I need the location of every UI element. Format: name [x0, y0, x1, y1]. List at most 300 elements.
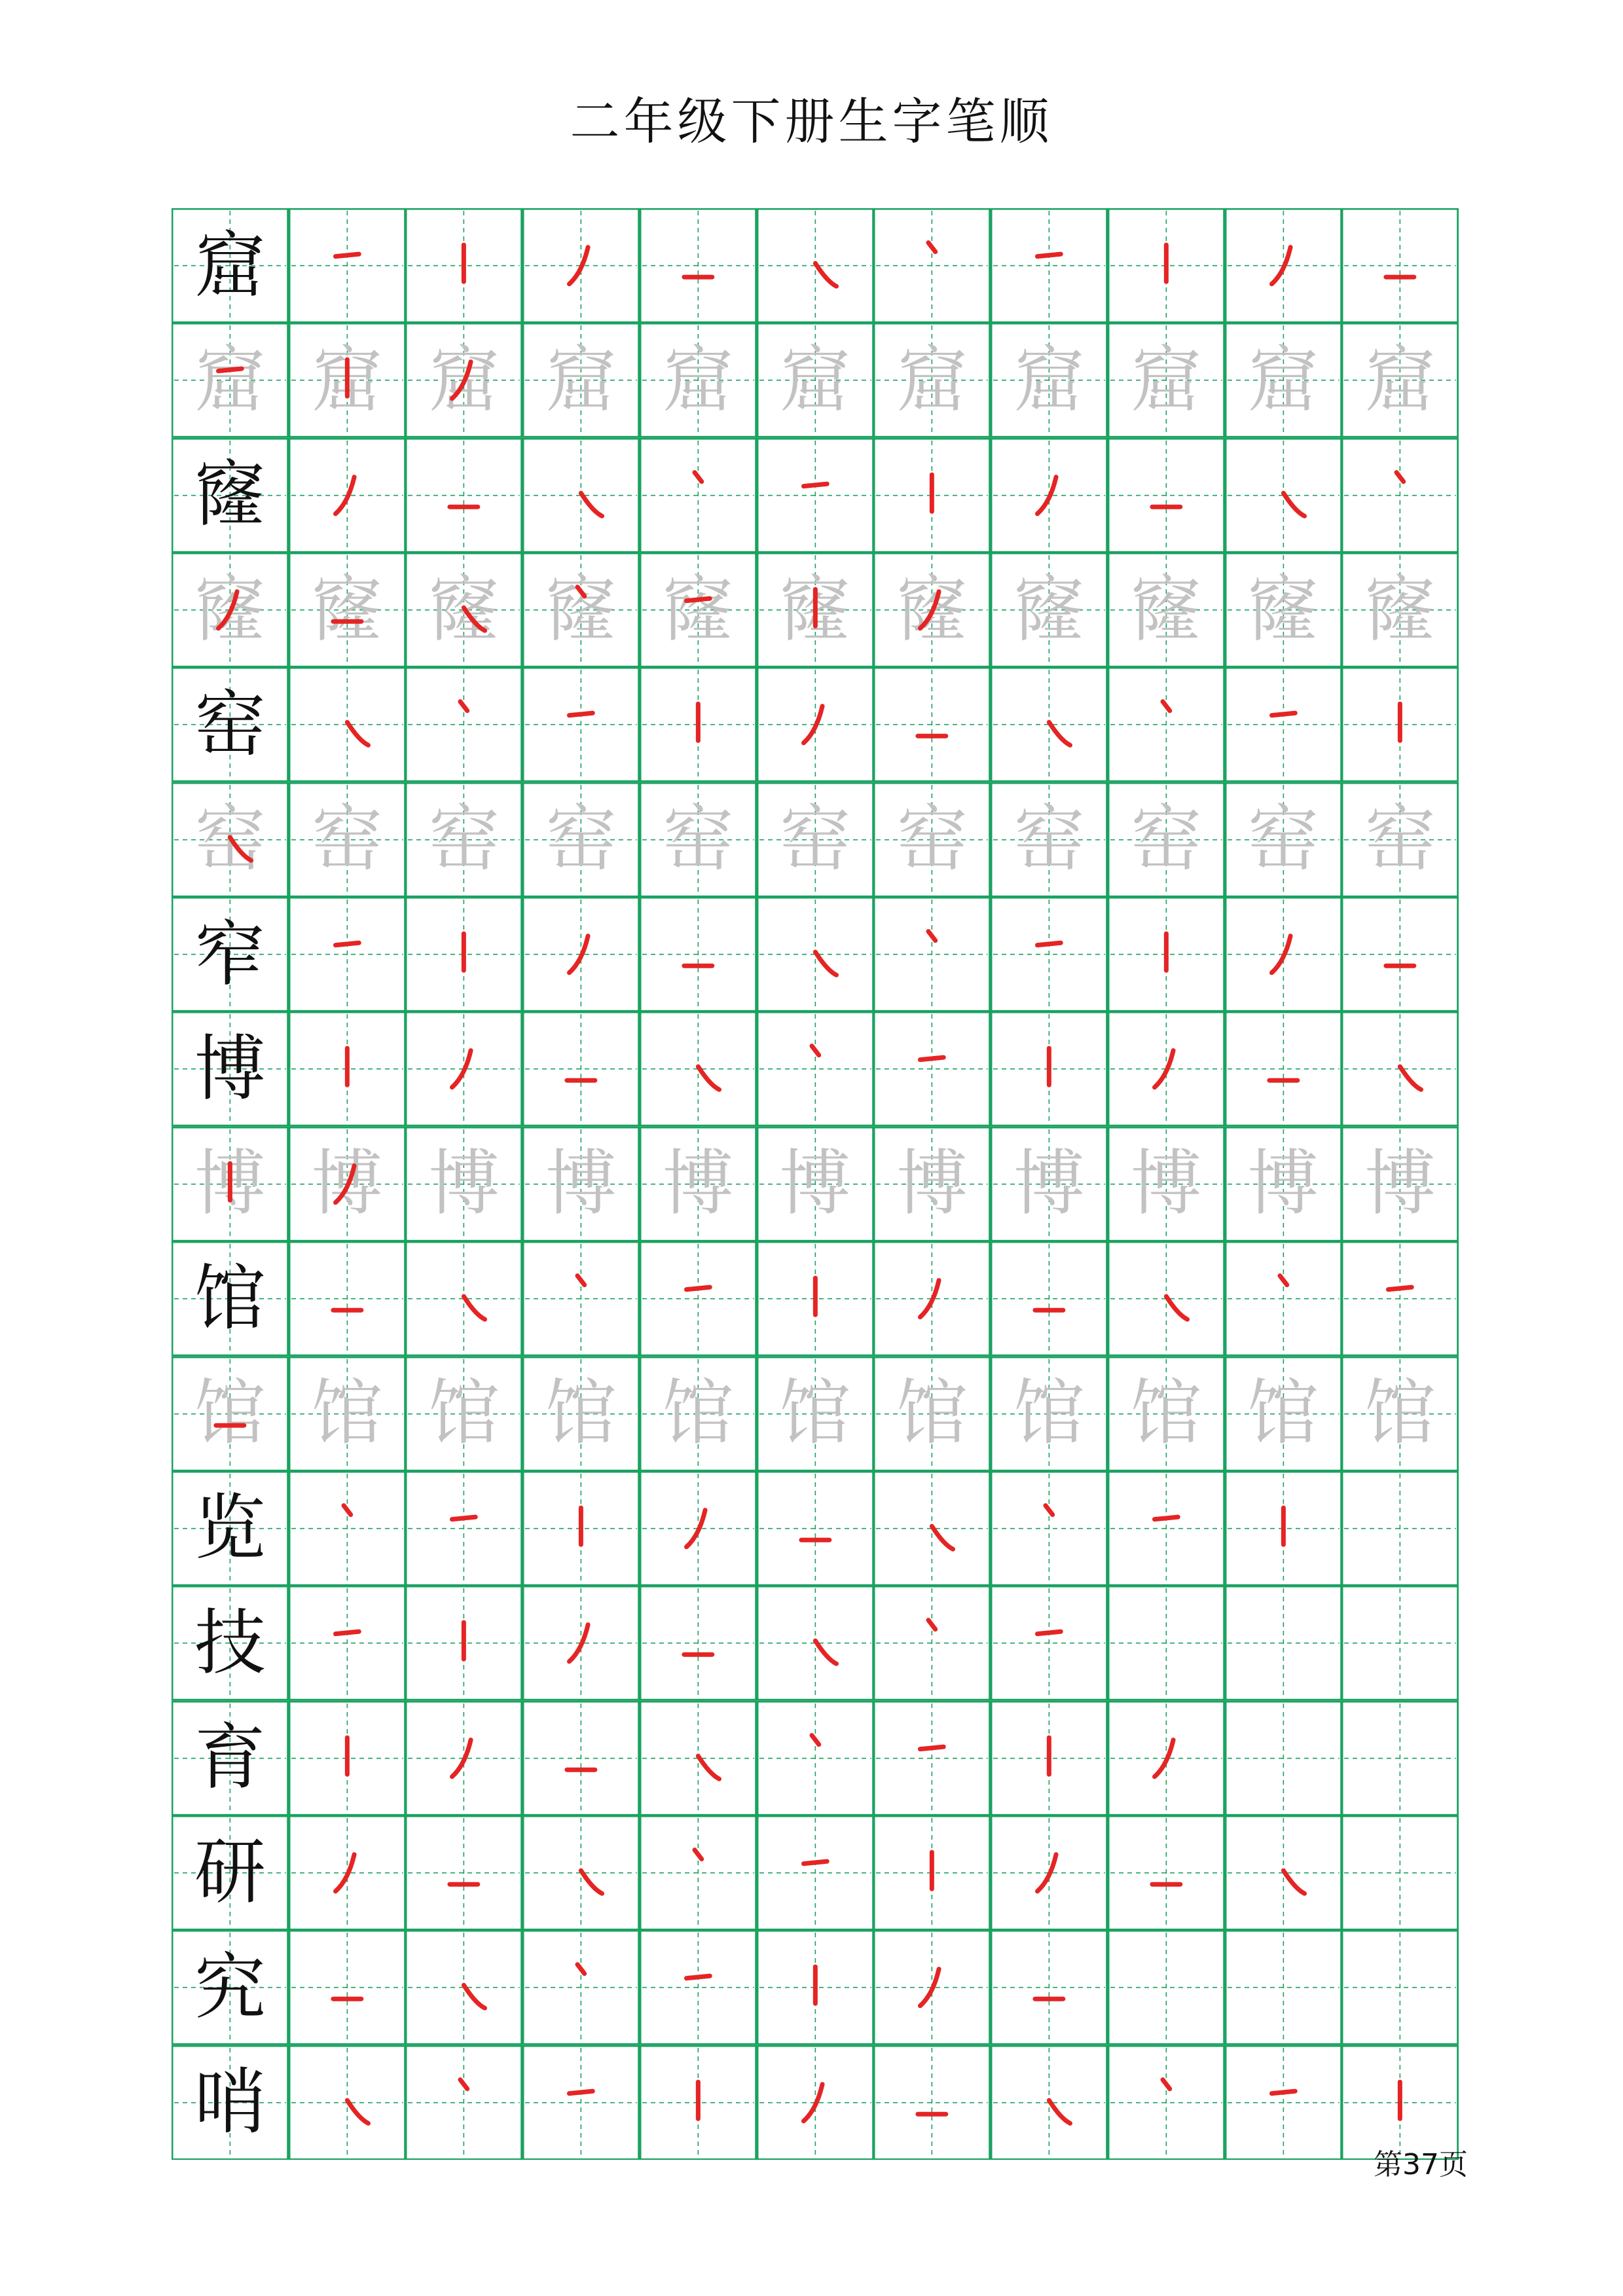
grid-cell	[640, 208, 757, 323]
cell-guide-lines	[1225, 1930, 1342, 2045]
grid-cell	[640, 553, 757, 667]
stroke-highlight	[757, 2045, 874, 2160]
trace-character: 博	[896, 1142, 968, 1226]
page-number: 第37页	[1374, 2148, 1468, 2181]
stroke-highlight	[873, 1815, 991, 1930]
grid-cell	[640, 1011, 757, 1126]
grid-cell	[1225, 1241, 1342, 1356]
grid-cell	[1108, 1127, 1225, 1241]
grid-cell	[522, 323, 640, 437]
trace-character: 窿	[545, 568, 617, 651]
trace-character: 窿	[194, 568, 266, 651]
grid-cell	[1108, 1930, 1225, 2045]
grid-cell	[757, 553, 874, 667]
trace-character: 窿	[1130, 568, 1202, 651]
grid-cell	[289, 1357, 406, 1471]
grid-cell	[757, 782, 874, 897]
grid-row	[172, 782, 1459, 897]
grid-cell	[405, 1701, 522, 1815]
stroke-highlight	[405, 553, 522, 667]
grid-cell	[1225, 1815, 1342, 1930]
trace-character: 窑	[1013, 797, 1085, 881]
trace-character: 博	[545, 1142, 617, 1226]
trace-character: 窿	[428, 568, 500, 651]
grid-cell	[405, 1586, 522, 1700]
grid-cell	[405, 323, 522, 437]
grid-row	[172, 1011, 1459, 1126]
trace-character: 馆	[779, 1372, 851, 1455]
grid-cell	[640, 438, 757, 553]
stroke-highlight	[757, 1471, 874, 1586]
stroke-highlight	[640, 1930, 757, 2045]
stroke-highlight	[289, 1586, 406, 1700]
trace-character: 窿	[311, 568, 383, 651]
grid-row	[172, 1241, 1459, 1356]
head-character: 究	[194, 1945, 266, 2029]
grid-cell	[873, 1586, 991, 1700]
grid-cell	[640, 897, 757, 1011]
grid-cell	[757, 897, 874, 1011]
grid-cell	[289, 1127, 406, 1241]
grid-cell	[522, 208, 640, 323]
cell-guide-lines	[1108, 1930, 1225, 2045]
head-character: 博	[194, 1027, 266, 1110]
stroke-highlight	[522, 1701, 640, 1815]
grid-row	[172, 667, 1459, 782]
grid-cell	[873, 667, 991, 782]
grid-cell	[873, 553, 991, 667]
grid-cell	[522, 1701, 640, 1815]
grid-cell	[172, 1815, 289, 1930]
head-character: 技	[194, 1601, 266, 1685]
head-character: 窄	[194, 912, 266, 996]
grid-cell	[172, 208, 289, 323]
grid-cell	[1108, 1357, 1225, 1471]
grid-cell	[289, 1011, 406, 1126]
stroke-highlight	[640, 2045, 757, 2160]
grid-cell	[522, 1586, 640, 1700]
grid-cell	[172, 1011, 289, 1126]
grid-cell	[1341, 1357, 1459, 1471]
grid-cell	[289, 897, 406, 1011]
stroke-highlight	[873, 1586, 991, 1700]
grid-cell	[1341, 1930, 1459, 2045]
trace-character: 窟	[545, 338, 617, 422]
grid-cell	[522, 2045, 640, 2160]
grid-row	[172, 897, 1459, 1011]
stroke-highlight	[1341, 438, 1459, 553]
stroke-highlight	[991, 208, 1108, 323]
grid-cell	[522, 438, 640, 553]
trace-character: 博	[1013, 1142, 1085, 1226]
stroke-highlight	[1225, 2045, 1342, 2160]
stroke-highlight	[289, 2045, 406, 2160]
stroke-highlight	[1108, 667, 1225, 782]
stroke-highlight	[405, 208, 522, 323]
stroke-highlight	[991, 1586, 1108, 1700]
grid-cell	[1108, 897, 1225, 1011]
stroke-highlight	[405, 897, 522, 1011]
grid-cell	[1225, 553, 1342, 667]
grid-cell	[1225, 782, 1342, 897]
trace-character: 馆	[1130, 1372, 1202, 1455]
grid-cell	[1341, 897, 1459, 1011]
cell-guide-lines	[1225, 1586, 1342, 1700]
trace-character: 馆	[662, 1372, 734, 1455]
grid-cell	[873, 323, 991, 437]
trace-character: 窑	[1247, 797, 1319, 881]
trace-character: 窟	[662, 338, 734, 422]
trace-character: 馆	[545, 1372, 617, 1455]
grid-cell	[405, 438, 522, 553]
stroke-highlight	[873, 1471, 991, 1586]
cell-guide-lines	[1341, 1586, 1459, 1700]
stroke-highlight	[522, 667, 640, 782]
grid-cell	[640, 1241, 757, 1356]
head-character: 览	[194, 1486, 266, 1570]
grid-cell	[1225, 208, 1342, 323]
stroke-highlight	[873, 2045, 991, 2160]
grid-cell	[522, 1930, 640, 2045]
stroke-highlight	[1108, 2045, 1225, 2160]
grid-row	[172, 1586, 1459, 1700]
trace-character: 馆	[1013, 1372, 1085, 1455]
grid-cell	[1225, 1471, 1342, 1586]
grid-cell	[289, 1241, 406, 1356]
grid-cell	[991, 1357, 1108, 1471]
grid-cell	[1108, 1471, 1225, 1586]
head-character: 研	[194, 1831, 266, 1914]
stroke-highlight	[991, 1011, 1108, 1126]
stroke-highlight	[873, 1701, 991, 1815]
grid-cell	[172, 1357, 289, 1471]
grid-cell	[172, 1471, 289, 1586]
stroke-highlight	[522, 438, 640, 553]
cell-guide-lines	[1341, 1930, 1459, 2045]
grid-cell	[405, 2045, 522, 2160]
grid-cell	[522, 782, 640, 897]
grid-cell	[1341, 323, 1459, 437]
stroke-highlight	[522, 1241, 640, 1356]
stroke-highlight	[522, 553, 640, 667]
grid-cell	[405, 1127, 522, 1241]
grid-cell	[640, 667, 757, 782]
head-character: 窿	[194, 453, 266, 537]
grid-cell	[640, 1586, 757, 1700]
stroke-highlight	[757, 1701, 874, 1815]
grid-cell	[522, 1471, 640, 1586]
grid-cell	[289, 438, 406, 553]
head-character: 窟	[194, 223, 266, 307]
stroke-highlight	[873, 438, 991, 553]
grid-cell	[991, 1815, 1108, 1930]
grid-cell	[991, 897, 1108, 1011]
grid-cell	[873, 1011, 991, 1126]
grid-cell	[405, 1930, 522, 2045]
grid-cell	[873, 208, 991, 323]
stroke-highlight	[289, 208, 406, 323]
stroke-highlight	[1225, 1241, 1342, 1356]
grid-cell	[1341, 1241, 1459, 1356]
grid-cell	[172, 1701, 289, 1815]
grid-cell	[991, 667, 1108, 782]
stroke-highlight	[757, 1241, 874, 1356]
grid-cell	[289, 1930, 406, 2045]
grid-cell	[1225, 1586, 1342, 1700]
stroke-highlight	[873, 1241, 991, 1356]
stroke-highlight	[873, 1011, 991, 1126]
cell-guide-lines	[1341, 1701, 1459, 1815]
stroke-highlight	[757, 897, 874, 1011]
stroke-order-grid	[172, 208, 1459, 2160]
stroke-highlight	[991, 897, 1108, 1011]
stroke-highlight	[1108, 1471, 1225, 1586]
grid-cell	[991, 1127, 1108, 1241]
stroke-highlight	[757, 208, 874, 323]
grid-cell	[640, 323, 757, 437]
grid-cell	[172, 782, 289, 897]
stroke-highlight	[873, 897, 991, 1011]
grid-cell	[873, 1930, 991, 2045]
grid-cell	[1108, 208, 1225, 323]
trace-character: 窿	[896, 568, 968, 651]
trace-character: 博	[779, 1142, 851, 1226]
grid-cell	[172, 438, 289, 553]
grid-cell	[1108, 1011, 1225, 1126]
stroke-highlight	[405, 1701, 522, 1815]
grid-row	[172, 323, 1459, 437]
stroke-highlight	[289, 1241, 406, 1356]
stroke-highlight	[640, 1701, 757, 1815]
stroke-highlight	[1108, 208, 1225, 323]
stroke-highlight	[1225, 1471, 1342, 1586]
stroke-highlight	[1341, 208, 1459, 323]
grid-cell	[1108, 1241, 1225, 1356]
grid-cell	[1341, 1586, 1459, 1700]
grid-cell	[991, 1241, 1108, 1356]
grid-cell	[1108, 438, 1225, 553]
grid-cell	[1225, 1011, 1342, 1126]
grid-cell	[1108, 323, 1225, 437]
stroke-highlight	[640, 897, 757, 1011]
grid-cell	[991, 553, 1108, 667]
grid-cell	[757, 1930, 874, 2045]
trace-character: 馆	[1247, 1372, 1319, 1455]
trace-character: 窟	[896, 338, 968, 422]
trace-character: 博	[428, 1142, 500, 1226]
trace-character: 馆	[896, 1372, 968, 1455]
head-character: 育	[194, 1716, 266, 1800]
head-character: 馆	[194, 1256, 266, 1340]
stroke-highlight	[991, 438, 1108, 553]
grid-cell	[289, 2045, 406, 2160]
grid-row	[172, 1815, 1459, 1930]
grid-cell	[1225, 667, 1342, 782]
grid-cell	[757, 1241, 874, 1356]
stroke-highlight	[640, 1471, 757, 1586]
stroke-highlight	[172, 1357, 289, 1471]
stroke-highlight	[991, 1930, 1108, 2045]
trace-character: 窑	[545, 797, 617, 881]
grid-cell	[1341, 1815, 1459, 1930]
stroke-highlight	[522, 1011, 640, 1126]
trace-character: 窟	[1364, 338, 1436, 422]
grid-cell	[172, 1127, 289, 1241]
grid-cell	[757, 1127, 874, 1241]
grid-row	[172, 553, 1459, 667]
grid-cell	[289, 1815, 406, 1930]
stroke-highlight	[640, 1586, 757, 1700]
grid-cell	[1225, 1357, 1342, 1471]
stroke-highlight	[873, 1930, 991, 2045]
grid-cell	[1341, 208, 1459, 323]
stroke-highlight	[640, 1011, 757, 1126]
grid-cell	[991, 323, 1108, 437]
grid-row	[172, 438, 1459, 553]
trace-character: 窟	[1130, 338, 1202, 422]
grid-row	[172, 2045, 1459, 2160]
trace-character: 博	[1130, 1142, 1202, 1226]
trace-character: 窑	[1130, 797, 1202, 881]
grid-cell	[757, 2045, 874, 2160]
stroke-highlight	[873, 553, 991, 667]
grid-cell	[172, 897, 289, 1011]
stroke-highlight	[289, 323, 406, 437]
grid-cell	[1108, 1586, 1225, 1700]
grid-cell	[640, 2045, 757, 2160]
grid-cell	[1108, 1815, 1225, 1930]
grid-cell	[873, 782, 991, 897]
stroke-highlight	[991, 1815, 1108, 1930]
grid-cell	[873, 1357, 991, 1471]
stroke-highlight	[405, 438, 522, 553]
grid-cell	[991, 2045, 1108, 2160]
head-character: 哨	[194, 2060, 266, 2144]
trace-character: 窿	[662, 568, 734, 651]
grid-row	[172, 1701, 1459, 1815]
grid-cell	[1225, 323, 1342, 437]
grid-cell	[289, 553, 406, 667]
grid-cell	[1108, 553, 1225, 667]
stroke-highlight	[405, 323, 522, 437]
stroke-highlight	[289, 553, 406, 667]
stroke-highlight	[1225, 1815, 1342, 1930]
grid-cell	[1108, 667, 1225, 782]
stroke-highlight	[289, 438, 406, 553]
head-character: 窑	[194, 682, 266, 766]
stroke-highlight	[640, 1241, 757, 1356]
grid-cell	[172, 1241, 289, 1356]
grid-cell	[991, 208, 1108, 323]
grid-cell	[1108, 1701, 1225, 1815]
trace-character: 窑	[428, 797, 500, 881]
cell-guide-lines	[1108, 1586, 1225, 1700]
grid-cell	[405, 208, 522, 323]
stroke-highlight	[289, 1815, 406, 1930]
grid-cell	[522, 1241, 640, 1356]
stroke-highlight	[289, 1471, 406, 1586]
trace-character: 窑	[311, 797, 383, 881]
trace-character: 馆	[1364, 1372, 1436, 1455]
grid-cell	[172, 323, 289, 437]
grid-cell	[522, 1815, 640, 1930]
stroke-highlight	[1108, 1701, 1225, 1815]
grid-cell	[405, 897, 522, 1011]
stroke-highlight	[522, 1586, 640, 1700]
stroke-highlight	[991, 2045, 1108, 2160]
grid-cell	[640, 1357, 757, 1471]
stroke-highlight	[522, 1471, 640, 1586]
stroke-highlight	[1108, 438, 1225, 553]
cell-guide-lines	[1341, 1471, 1459, 1586]
stroke-highlight	[405, 1930, 522, 2045]
stroke-highlight	[757, 667, 874, 782]
stroke-highlight	[289, 667, 406, 782]
grid-row	[172, 1357, 1459, 1471]
stroke-highlight	[522, 1930, 640, 2045]
stroke-highlight	[405, 2045, 522, 2160]
grid-cell	[289, 1586, 406, 1700]
stroke-highlight	[522, 897, 640, 1011]
grid-cell	[172, 1930, 289, 2045]
grid-cell	[873, 1701, 991, 1815]
stroke-highlight	[172, 323, 289, 437]
grid-cell	[1341, 1127, 1459, 1241]
stroke-highlight	[1225, 438, 1342, 553]
grid-cell	[1108, 2045, 1225, 2160]
cell-guide-lines	[1341, 1815, 1459, 1930]
stroke-highlight	[405, 1011, 522, 1126]
page-title: 二年级下册生字笔顺	[570, 92, 1053, 151]
stroke-highlight	[522, 208, 640, 323]
grid-cell	[991, 782, 1108, 897]
stroke-highlight	[757, 1011, 874, 1126]
stroke-highlight	[991, 1471, 1108, 1586]
stroke-highlight	[289, 1127, 406, 1241]
grid-cell	[1341, 667, 1459, 782]
grid-row	[172, 1127, 1459, 1241]
stroke-highlight	[289, 1011, 406, 1126]
grid-cell	[640, 1930, 757, 2045]
stroke-highlight	[1341, 1011, 1459, 1126]
grid-cell	[640, 782, 757, 897]
stroke-highlight	[1225, 1011, 1342, 1126]
grid-cell	[289, 1701, 406, 1815]
grid-cell	[289, 323, 406, 437]
stroke-highlight	[991, 667, 1108, 782]
trace-character: 博	[1364, 1142, 1436, 1226]
grid-row	[172, 208, 1459, 323]
grid-cell	[172, 1586, 289, 1700]
stroke-highlight	[172, 782, 289, 897]
grid-cell	[405, 667, 522, 782]
grid-cell	[1108, 782, 1225, 897]
stroke-highlight	[757, 553, 874, 667]
trace-character: 博	[662, 1142, 734, 1226]
stroke-highlight	[1225, 208, 1342, 323]
grid-cell	[873, 438, 991, 553]
stroke-highlight	[757, 1815, 874, 1930]
trace-character: 窟	[779, 338, 851, 422]
grid-cell	[873, 1241, 991, 1356]
grid-cell	[522, 667, 640, 782]
grid-cell	[1225, 1701, 1342, 1815]
grid-cell	[873, 897, 991, 1011]
stroke-highlight	[873, 667, 991, 782]
stroke-highlight	[1225, 667, 1342, 782]
trace-character: 窟	[311, 338, 383, 422]
stroke-highlight	[991, 1701, 1108, 1815]
